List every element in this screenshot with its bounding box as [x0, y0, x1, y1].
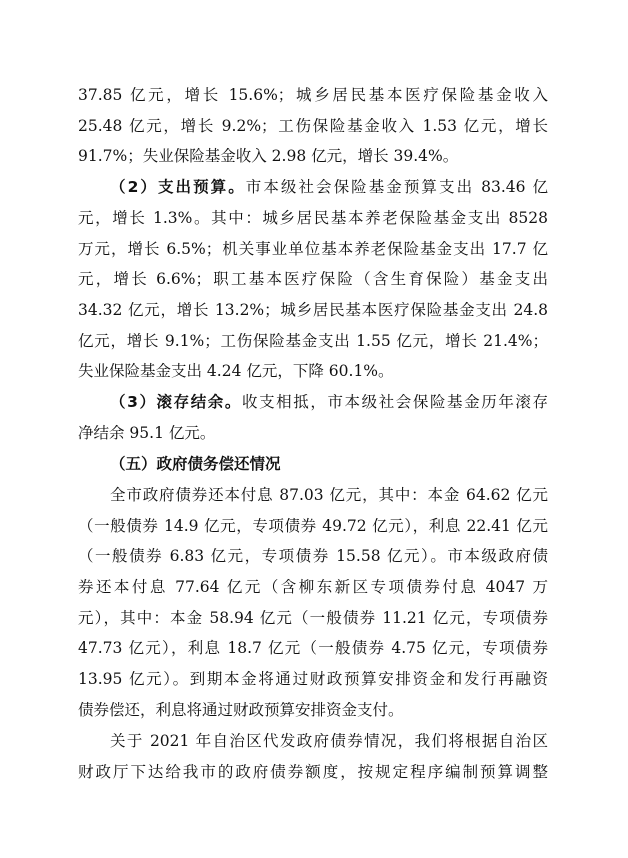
subsection-heading: （2）支出预算。	[110, 178, 246, 196]
text-run: 收支相抵，市本级社会保险基金历年滚存	[242, 393, 548, 411]
text-line: 13.95 亿元）。到期本金将通过财政预算安排资金和发行再融资	[78, 670, 548, 688]
text-line: 37.85 亿元，增长 15.6%；城乡居民基本医疗保险基金收入	[78, 86, 548, 104]
text-line: 亿元，增长 9.1%；工伤保险基金支出 1.55 亿元，增长 21.4%；	[78, 332, 548, 350]
text-line: 债券偿还，利息将通过财政预算安排资金支付。	[78, 701, 404, 719]
text-line: 25.48 亿元，增长 9.2%；工伤保险基金收入 1.53 亿元，增长	[78, 117, 548, 135]
text-line: 全市政府债券还本付息 87.03 亿元，其中：本金 64.62 亿元	[110, 486, 548, 504]
text-line: 元），其中：本金 58.94 亿元（一般债券 11.21 亿元，专项债券	[78, 609, 548, 627]
text-line	[110, 172, 548, 202]
text-run: 市本级社会保险基金预算支出 83.46 亿	[245, 178, 548, 196]
text-line: 万元，增长 6.5%；机关事业单位基本养老保险基金支出 17.7 亿	[78, 240, 548, 258]
text-line: 净结余 95.1 亿元。	[78, 424, 216, 442]
text-line: 47.73 亿元），利息 18.7 亿元（一般债券 4.75 亿元，专项债券	[78, 639, 548, 657]
text-line: 券还本付息 77.64 亿元（含柳东新区专项债券付息 4047 万	[78, 578, 548, 596]
section-title: （五）政府债务偿还情况	[110, 455, 281, 473]
text-line: （一般债券 14.9 亿元，专项债券 49.72 亿元），利息 22.41 亿元	[78, 517, 548, 535]
subsection-heading: （3）滚存结余。	[110, 393, 242, 411]
text-line: 失业保险基金支出 4.24 亿元，下降 60.1%。	[78, 362, 394, 380]
text-line: 元，增长 6.6%；职工基本医疗保险（含生育保险）基金支出	[78, 270, 548, 288]
text-line: 元，增长 1.3%。其中：城乡居民基本养老保险基金支出 8528	[78, 209, 548, 227]
text-line: 34.32 亿元，增长 13.2%；城乡居民基本医疗保险基金支出 24.8	[78, 301, 548, 319]
text-line: （一般债券 6.83 亿元，专项债券 15.58 亿元）。市本级政府债	[78, 547, 548, 565]
text-line	[110, 387, 548, 417]
text-line: 财政厅下达给我市的政府债券额度，按规定程序编制预算调整	[78, 763, 548, 781]
text-line: 91.7%；失业保险基金收入 2.98 亿元，增长 39.4%。	[78, 147, 459, 165]
text-line: 关于 2021 年自治区代发政府债券情况，我们将根据自治区	[110, 732, 548, 750]
